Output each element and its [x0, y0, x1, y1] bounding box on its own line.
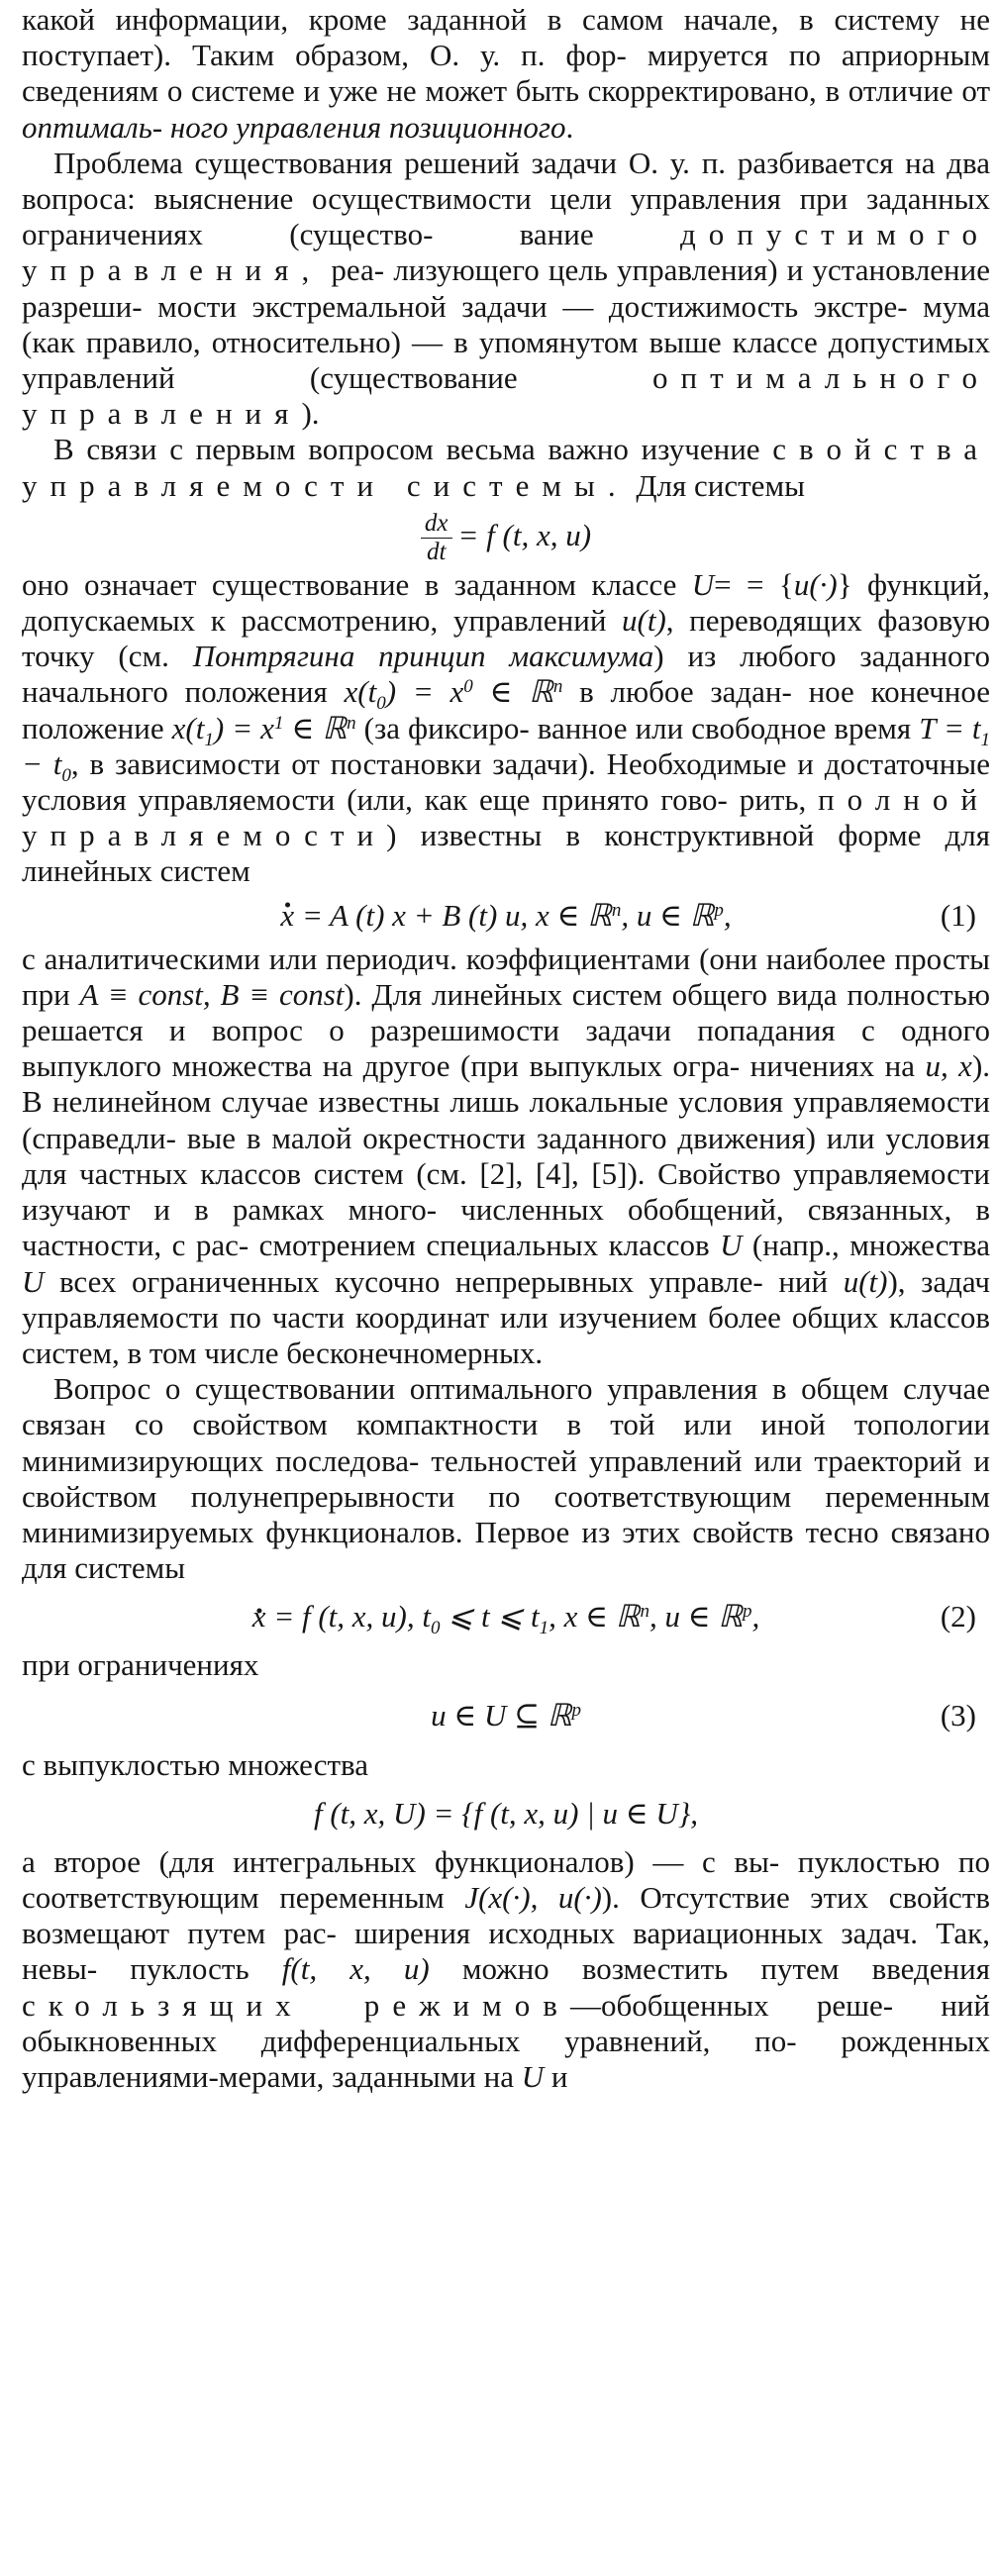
text: мости экстремальной задачи — достижимость экстре-: [157, 288, 908, 324]
equation-number: (1): [940, 897, 976, 933]
spaced-term: свойства управляемости системы.: [22, 432, 990, 503]
text: тельностей управлений или траекторий и свойством: [22, 1442, 990, 1514]
text: ), задач управляемости по части координат или: [22, 1263, 990, 1335]
text: при ограничениях: [22, 1647, 259, 1683]
paragraph: с аналитическими или периодич. коэффициентами (они наиболее просты при A ≡ const, B ≡ const). Для линейных систем общего вида полностью решается и вопрос о разрешимости задачи попадания с одного выпуклого множества на другое (при выпуклых огра- ничениях на u, x). В нелинейном случае известны лишь локальные условия управляемости (справедли- вые в малой окрестности заданного движения) или условия для частных классов систем (см. [2], [4], [5]). Свойство управляемости изучают и в рамках много- численных обобщений, связанных, в частности, с рас- смотрением специальных классов U (напр., множества U всех ограниченных кусочно непрерывных управле- ний u(t)), задач управляемости по части координат или изучением более общих классов систем, в том числе бесконечномерных.: [22, 941, 991, 1370]
paragraph: оно означает существование в заданном классе U= = {u(·)} функций, допускаемых к рассмотрению, управлений u(t), переводящих фазовую точку (см. Понтрягина принцип максимума) из любого заданного начального положения $x(t_0) = x^0$ ∈ ℝ$^n$ в любое задан- ное конечное положение $x(t_1) = x^1$ ∈ ℝ$^n$ (за фиксиро- ванное или свободное время $T = t_1 - t_0$, в зависимости от постановки задачи). Необходимые и достаточные условия управляемости (или, как еще принято гово- рить, полной управляемости) известны в конструктивной форме для линейных систем: [22, 566, 991, 889]
text: выше классе допустимых управлений (существование: [22, 324, 991, 396]
text: ). Отсутствие этих свойств возмещают путем рас-: [22, 1879, 990, 1951]
term-link: ного управления позиционного: [169, 109, 566, 145]
equation-2: · x = f (t, x, u), $t_0$ ⩽ t ⩽ $t_1$, x ∈ ℝ$^n$, u ∈ ℝ$^p$, (2): [22, 1586, 990, 1647]
paragraph: [22, 1747, 990, 1783]
text: и: [544, 2058, 568, 2094]
text: какой информации, кроме заданной в самом начале,: [22, 2, 779, 37]
fraction: $\frac{dx}{dt}$: [421, 510, 452, 566]
text: в любое задан-: [562, 674, 792, 710]
text: мируется по априорным сведениям о системе и уже не: [22, 38, 990, 109]
text: управлений: [452, 603, 623, 639]
text: от постановки задачи). Необходимые и достаточные: [291, 745, 990, 781]
spaced-term: оптимального управления: [22, 360, 991, 432]
text: (за фиксиро-: [355, 710, 530, 745]
text: , переводящих фазовую точку (см.: [22, 603, 991, 674]
text: цели управления при заданных ограничениях (существо-: [22, 181, 990, 252]
text: свойств тесно связано для системы: [22, 1514, 990, 1586]
text: Свойство управляемости изучают и в рамках много-: [22, 1155, 990, 1228]
paragraph: [22, 432, 990, 503]
text: разбивается на два вопроса: выяснение осуществимости: [22, 145, 991, 217]
equation-rhs: = f (t, x, u): [457, 517, 592, 552]
equation-set: f (t, x, U) = {f (t, x, u) | u ∈ U},: [314, 1795, 698, 1831]
text: а второе (для интегральных функционалов) — с вы-: [22, 1843, 780, 1879]
text: в конструктивной форме для линейных систем: [22, 818, 991, 889]
text: вые в малой окрестности заданного движения) или: [186, 1120, 875, 1155]
text: пуклостью по соответствующим переменным: [22, 1843, 990, 1915]
text: ) из любого заданного: [653, 639, 990, 674]
equation-dynamics: [22, 504, 990, 567]
text: начального положения: [22, 674, 345, 710]
text: Проблема существования решений задачи О. у. п.: [53, 145, 727, 180]
text: = {: [747, 566, 794, 602]
text: лизующего цель управления) и установление разреши-: [22, 252, 990, 324]
text: ) известны: [386, 818, 543, 853]
term-link: Понтрягина принцип максимума: [192, 639, 654, 674]
text: условия управляемости (или, как еще принято гово-: [22, 782, 728, 818]
text: —обобщенных реше-: [569, 1987, 894, 2023]
spaced-term: полной управляемости: [22, 782, 991, 853]
paragraph: какой информации, кроме заданной в самом начале, в систему не поступает). Таким образом, О. у. п. фор- мируется по априорным сведениям о системе и уже не может быть скорректировано, в отличие от оптималь- ного управления позиционного.: [22, 2, 990, 145]
text: мума (как правило, относительно) — в упомянутом: [22, 288, 991, 359]
text: (они наиболее просты при: [22, 941, 991, 1012]
text: вание: [519, 217, 680, 252]
text: рожденных управлениями-мерами, заданными на: [22, 2023, 991, 2094]
equation-number: (2): [940, 1599, 976, 1635]
text: минимизируемых функционалов. Первое из этих: [22, 1514, 681, 1549]
text: можно возместить путем введения: [429, 1951, 990, 1987]
text: может быть скорректировано, в отличие от: [425, 73, 990, 109]
equation-3: u ∈ U ⊆ ℝ$^p$ (3): [22, 1684, 990, 1747]
equation-number: (3): [940, 1697, 976, 1733]
text: изучением более общих классов систем, в том числе: [22, 1299, 990, 1370]
text: ). Для: [344, 976, 423, 1012]
text: смотрением специальных классов: [258, 1228, 721, 1263]
text: вопрос о разрешимости задачи попадания с одного: [211, 1013, 991, 1048]
text: выпуклого множества на другое (при выпуклых огра-: [22, 1048, 741, 1084]
text: реа-: [322, 252, 385, 288]
text: той или иной топологии минимизирующих последова-: [22, 1407, 990, 1478]
text: численных обобщений, связанных, в частности, с рас-: [22, 1192, 990, 1263]
text: , в зависимости: [70, 745, 281, 781]
term-link: оптималь-: [22, 109, 163, 145]
paragraph: а второе (для интегральных функционалов) — с вы- пуклостью по соответствующим переменным J(x(·), u(·)). Отсутствие этих свойств возмещают путем рас- ширения исходных вариационных задач. Так, невы- пуклость f(t, x, u) можно возместить путем введения скользящих режимов—обобщенных реше- ний обыкновенных дифференциальных уравнений, по- рожденных управлениями-мерами, заданными на U и: [22, 1843, 991, 2094]
text: бесконечномерных.: [286, 1335, 544, 1370]
text: лишь локальные условия управляемости (справедли-: [22, 1084, 991, 1155]
text: ширения исходных вариационных задач. Так, невы-: [22, 1916, 990, 1987]
text: с аналитическими или периодич. коэффициентами: [22, 941, 691, 976]
text: Для системы: [636, 467, 805, 503]
text: линейных систем общего вида полностью решается и: [22, 976, 991, 1048]
text: Вопрос о существовании оптимального управления: [53, 1371, 758, 1407]
text: пуклость: [130, 1951, 282, 1987]
spaced-term: скользящих режимов: [22, 1987, 570, 2023]
text: в общем случае связан со свойством компактности в: [22, 1371, 991, 1442]
text: ничениях на: [749, 1048, 926, 1084]
text: } функций, допускаемых к рассмотрению,: [22, 566, 990, 639]
equation-1: · x = A (t) x + B (t) u, x ∈ ℝ$^n$, u ∈ ℝ$^p$, (1): [22, 890, 990, 941]
text: (напр., множества: [742, 1228, 991, 1263]
text: всех ограниченных кусочно непрерывных управле-: [44, 1263, 763, 1299]
spaced-term: допустимого управления,: [22, 217, 990, 288]
text: ). В нелинейном случае известны: [22, 1048, 991, 1120]
paragraph: [22, 1371, 990, 1586]
text: В связи с первым вопросом весьма важно изучение: [53, 432, 760, 467]
text: условия для частных классов систем (см. [2], [4], [5]).: [22, 1120, 991, 1191]
text: с выпуклостью множества: [22, 1746, 368, 1782]
text: ное конечное положение: [22, 674, 990, 745]
paragraph: [22, 1647, 990, 1683]
text: оно означает существование в заданном классе: [22, 566, 692, 602]
text: ванное или свободное время: [537, 710, 920, 745]
paragraph: Проблема существования решений задачи О. у. п. разбивается на два вопроса: выяснение осуществимости цели управления при заданных ограничениях (существо- вание допустимого управления, реа- лизующего цель управления) и установление разреши- мости экстремальной задачи — достижимость экстре- мума (как правило, относительно) — в упомянутом выше классе допустимых управлений (существование оптимального управления).: [22, 145, 991, 432]
text: полунепрерывности по соответствующим переменным: [190, 1478, 991, 1514]
text: ний обыкновенных дифференциальных уравнений, по-: [22, 1987, 990, 2058]
text: рить,: [739, 782, 819, 818]
text: в систему не поступает). Таким образом, О. у. п. фор-: [22, 2, 990, 73]
